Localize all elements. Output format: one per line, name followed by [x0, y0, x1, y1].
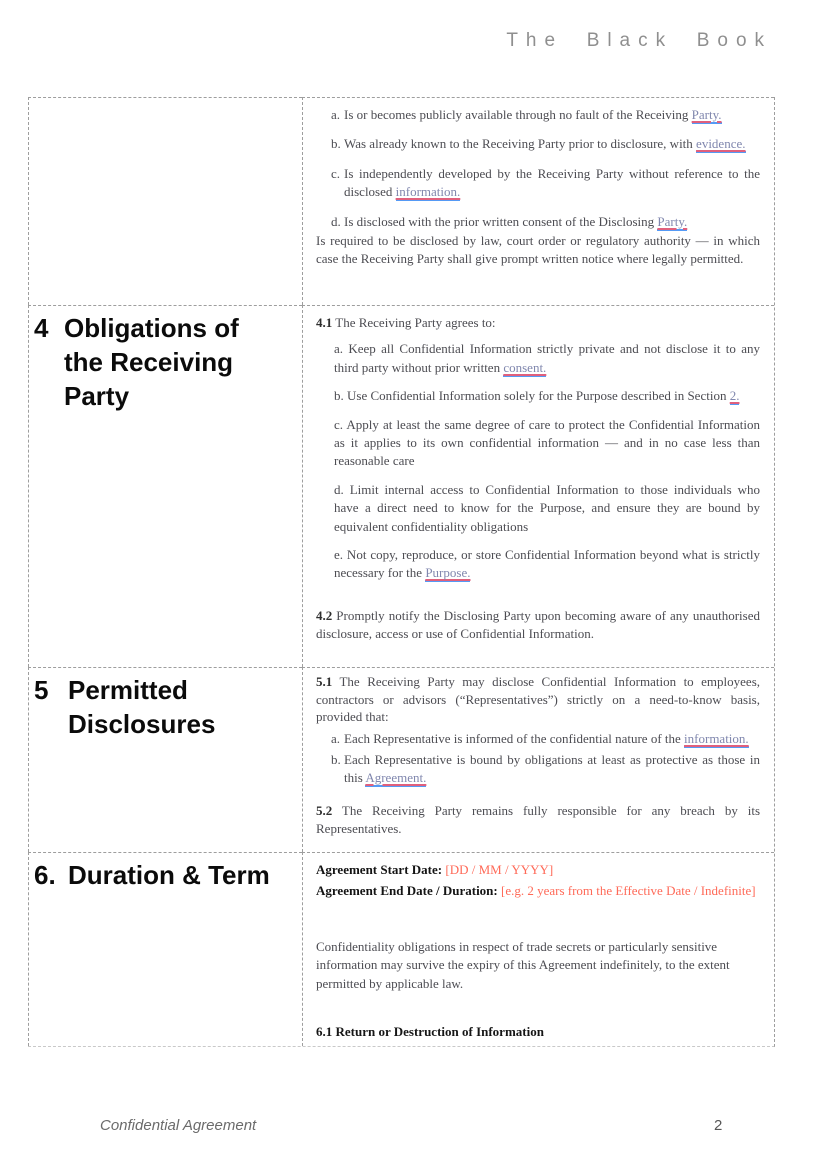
spacer [316, 904, 760, 938]
heading-cell-obligations [28, 305, 302, 667]
list-item [316, 751, 760, 786]
list-text [344, 751, 760, 786]
link-consent[interactable]: consent. [503, 359, 547, 375]
obligation-c: c. Apply at least the same degree of care to protect the Confidential Information as it applies to its own confidential information — and in no case less than reasonable care [334, 416, 760, 469]
link-information[interactable]: information. [395, 184, 461, 200]
link-receiving-party[interactable]: Party. [691, 107, 722, 122]
survival-paragraph: Confidentiality obligations in respect of trade secrets or particularly sensitive information may survive the expiry of this Agreement indefinitely, to the extent permitted by applicable law. [316, 938, 730, 991]
heading-cell-duration [28, 852, 302, 1046]
item-text: Each Representative is bound by obligations at least as protective as those in this [344, 752, 760, 785]
list-text [344, 106, 760, 124]
end-date-field [316, 882, 760, 900]
item-text: Is or becomes publicly available through no fault of the Receiving [344, 107, 692, 122]
clause-4-2 [316, 607, 760, 644]
link-purpose[interactable]: Purpose. [425, 565, 471, 581]
section-title: Permitted Disclosures [68, 675, 216, 739]
exceptions-cell [302, 97, 774, 305]
subheading-6-1: 6.1 Return or Destruction of Information [316, 1024, 544, 1040]
clause-number: 5.1 [316, 674, 333, 689]
list-text [344, 135, 760, 153]
section-heading [34, 311, 296, 413]
list-item [316, 213, 760, 231]
clause-text: The Receiving Party remains fully responsible for any breach by its Representatives. [316, 803, 760, 836]
obligation-a [334, 340, 760, 377]
section-heading [34, 858, 296, 892]
item-text: e. Not copy, reproduce, or store Confidential Information beyond what is strictly necessary for the [334, 547, 760, 581]
item-text: Is disclosed with the prior written consent of the Disclosing [344, 213, 658, 229]
field-label: Agreement Start Date: [316, 862, 446, 877]
end-date-placeholder[interactable]: [e.g. 2 years from the Effective Date / Indefinite] [501, 883, 756, 899]
clause-number: 5.2 [316, 803, 333, 818]
clause-5-1 [316, 673, 760, 726]
spacer [316, 790, 760, 802]
heading-cell-empty [28, 97, 302, 305]
brand-header: The Black Book [506, 30, 772, 51]
section-number: 4 [34, 313, 49, 343]
clause-text: The Receiving Party agrees to: [332, 315, 496, 330]
clause-number: 4.2 [316, 607, 333, 623]
field-label: Agreement End Date / Duration: [316, 883, 501, 899]
list-item [316, 106, 760, 124]
list-letter: a. [331, 730, 341, 746]
item-text: a. Keep all Confidential Information strictly private and not disclose it to any third party without prior written [334, 341, 760, 375]
item-text: Each Representative is informed of the confidential nature of the [344, 730, 685, 746]
obligation-d: d. Limit internal access to Confidential Information to those individuals who have a direct need to know for the Purpose, and ensure they are bound by equivalent confidentiality obligations [334, 481, 760, 534]
clause-number: 4.1 [316, 315, 333, 330]
section-number: 5 [34, 675, 49, 705]
clause-4-1 [316, 314, 760, 332]
start-date-field [316, 861, 760, 879]
start-date-placeholder[interactable]: [DD / MM / YYYY] [445, 862, 554, 877]
obligation-b [334, 387, 760, 405]
obligation-e [334, 546, 760, 583]
spacer [316, 593, 760, 607]
agreement-table [28, 97, 775, 1047]
footer-doc-title: Confidential Agreement [100, 1117, 257, 1134]
list-item [316, 135, 760, 153]
item-text: Is independently developed by the Receiving Party without reference to the disclosed [344, 165, 760, 200]
section-title: Duration & Term [68, 860, 270, 890]
list-text [344, 165, 760, 202]
clause-5-2 [316, 802, 760, 837]
law-disclosure-paragraph: Is required to be disclosed by law, court order or regulatory authority — in which case the Receiving Party shall give prompt written notice where legally permitted. [316, 233, 760, 267]
list-text [344, 730, 760, 748]
list-text [344, 213, 760, 231]
spacer [316, 1005, 760, 1023]
link-disclosing-party[interactable]: Party. [657, 213, 688, 229]
section-number: 6. [34, 860, 56, 890]
item-text: Was already known to the Receiving Party prior to disclosure, with [344, 136, 697, 152]
footer-page-number: 2 [714, 1117, 723, 1134]
list-letter: b. [331, 752, 341, 767]
permitted-disclosures-cell [302, 667, 774, 852]
list-item [316, 165, 760, 202]
list-letter: b. [331, 136, 341, 152]
section-title: Obligations of the Receiving Party [64, 313, 239, 411]
link-agreement[interactable]: Agreement. [365, 769, 427, 785]
link-section-2[interactable]: 2. [729, 388, 740, 404]
list-letter: c. [331, 165, 341, 181]
link-information[interactable]: information. [684, 730, 749, 746]
duration-term-cell [302, 852, 774, 1046]
clause-text: The Receiving Party may disclose Confidential Information to employees, contractors or advisors (“Representatives”) strictly on a need-to-know basis, provided that: [316, 674, 760, 724]
list-item [316, 730, 760, 748]
list-letter: a. [331, 107, 341, 122]
link-evidence[interactable]: evidence. [696, 136, 746, 152]
clause-text: Promptly notify the Disclosing Party upon becoming aware of any unauthorised disclosure, access or use of Confidential Information. [316, 607, 760, 642]
heading-cell-permitted [28, 667, 302, 852]
list-letter: d. [331, 213, 341, 229]
item-text: b. Use Confidential Information solely for the Purpose described in Section [334, 388, 730, 404]
obligations-cell [302, 305, 774, 667]
section-heading [34, 673, 296, 741]
